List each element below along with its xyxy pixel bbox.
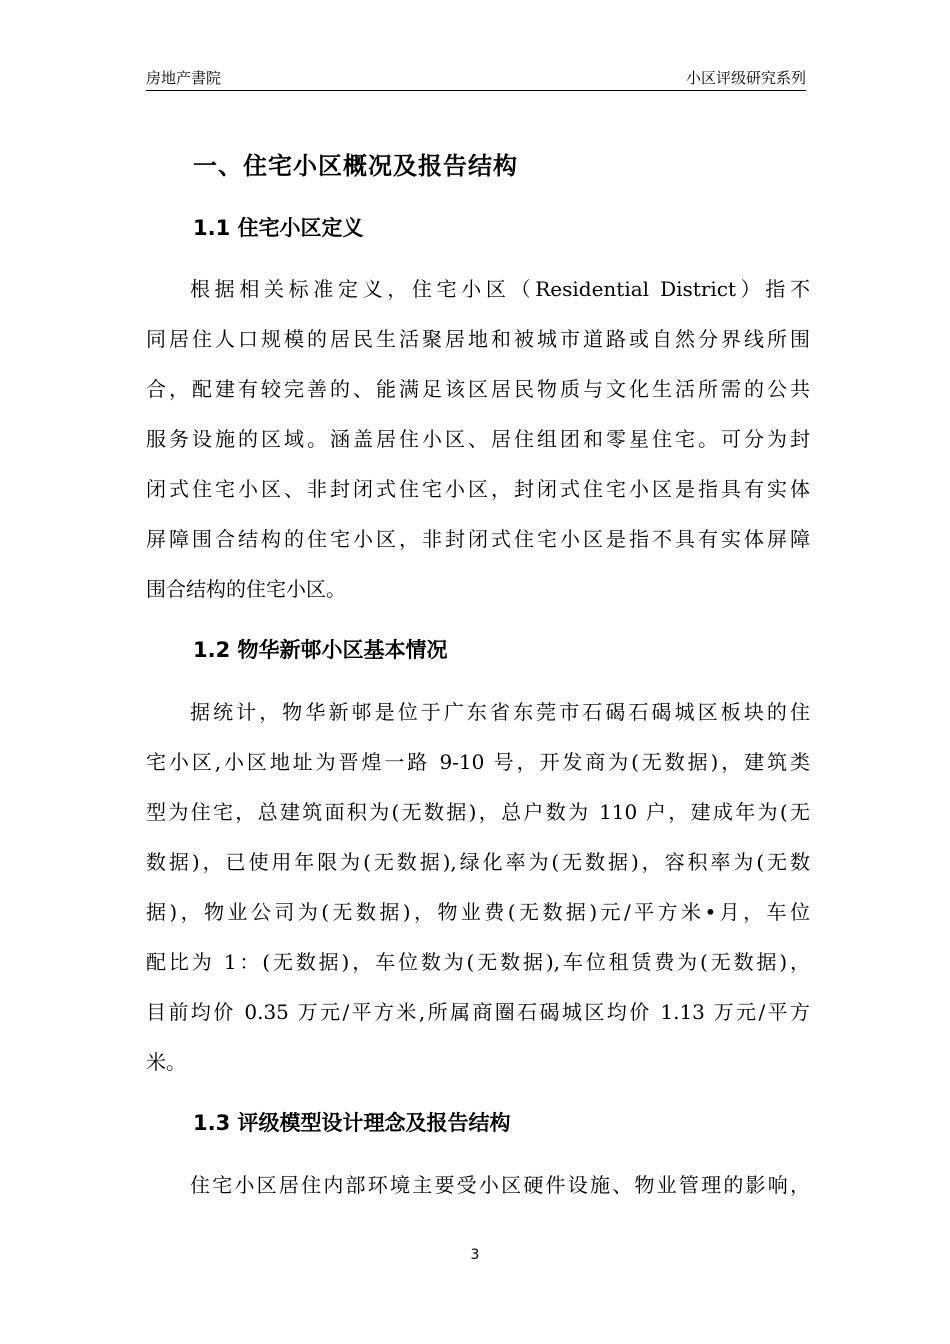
paragraph-line: 据)，物业公司为(无数据)，物业费(无数据)元/平方米•月，车位 [146, 900, 810, 924]
page-number: 3 [470, 1247, 480, 1263]
paragraph-line: 住宅小区居住内部环境主要受小区硬件设施、物业管理的影响， [190, 1173, 810, 1197]
header-series: 小区评级研究系列 [685, 69, 806, 87]
paragraph-line: 闭式住宅小区、非封闭式住宅小区，封闭式住宅小区是指具有实体 [146, 477, 810, 501]
paragraph-line: 配比为 1：(无数据)，车位数为(无数据),车位租赁费为(无数据)， [146, 950, 810, 974]
paragraph-line: 目前均价 0.35 万元/平方米,所属商圈石碣城区均价 1.13 万元/平方 [146, 1000, 810, 1024]
section-heading-1-3: 1.3 评级模型设计理念及报告结构 [193, 1111, 511, 1135]
paragraph-line: 服务设施的区域。涵盖居住小区、居住组团和零星住宅。可分为封 [146, 427, 810, 451]
paragraph-line: 根据相关标准定义，住宅小区（Residential District）指不 [190, 277, 810, 301]
paragraph-line: 型为住宅，总建筑面积为(无数据)，总户数为 110 户，建成年为(无 [146, 800, 810, 824]
section-heading-1-2: 1.2 物华新邨小区基本情况 [193, 638, 448, 662]
section-1-2-paragraph [146, 687, 810, 1087]
paragraph-line: 数据)，已使用年限为(无数据),绿化率为(无数据)，容积率为(无数 [146, 850, 810, 874]
paragraph-line: 据统计，物华新邨是位于广东省东莞市石碣石碣城区板块的住 [190, 700, 810, 724]
paragraph-line: 屏障围合结构的住宅小区，非封闭式住宅小区是指不具有实体屏障 [146, 527, 810, 551]
paragraph-line: 米。 [146, 1050, 186, 1074]
paragraph-line: 围合结构的住宅小区。 [146, 577, 346, 601]
section-1-3-paragraph [146, 1160, 810, 1210]
header-publisher: 房地产書院 [146, 69, 222, 87]
page-header [146, 66, 806, 91]
paragraph-line: 同居住人口规模的居民生活聚居地和被城市道路或自然分界线所围 [146, 327, 810, 351]
paragraph-line: 合，配建有较完善的、能满足该区居民物质与文化生活所需的公共 [146, 377, 810, 401]
section-heading-1-1: 1.1 住宅小区定义 [193, 216, 364, 240]
paragraph-line: 宅小区,小区地址为晋煌一路 9-10 号，开发商为(无数据)，建筑类 [146, 750, 810, 774]
chapter-title: 一、住宅小区概况及报告结构 [193, 152, 518, 180]
section-1-1-paragraph [146, 264, 810, 614]
